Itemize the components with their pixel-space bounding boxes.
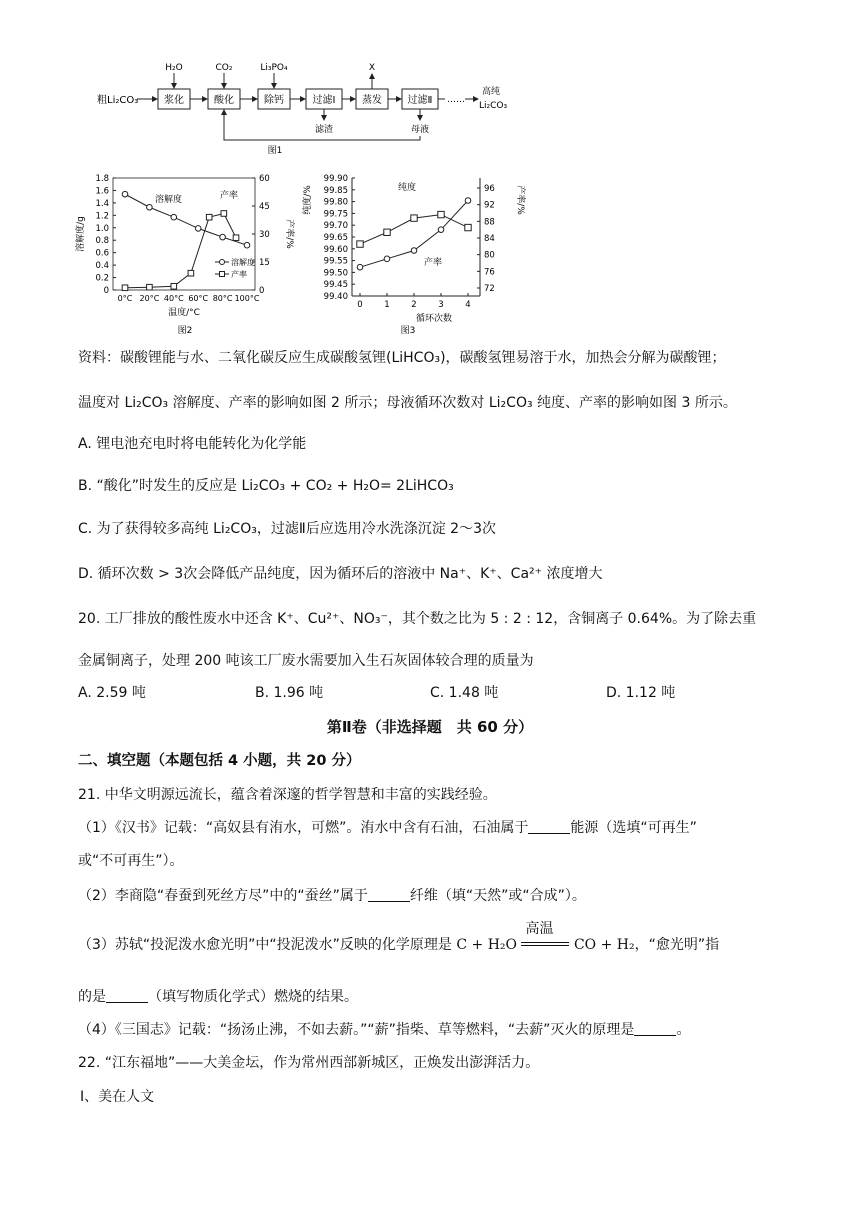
solubility-point <box>122 191 128 197</box>
x-tick-label: 100°C <box>234 294 260 303</box>
q20-option-d: D. 1.12 吨 <box>606 685 676 701</box>
right-tick-label: 76 <box>484 267 495 278</box>
flow-box-4 <box>306 89 342 109</box>
x-tick-label: 2 <box>411 300 417 310</box>
question-21: 21. 中华文明源远流长，蕴含着深邃的哲学智慧和丰富的实践经验。 <box>78 787 497 803</box>
flow-out-x: X <box>368 63 376 73</box>
left-tick-label: 99.65 <box>323 233 348 243</box>
figure1-caption: 图1 <box>267 146 283 156</box>
svg-text:除钙: 除钙 <box>264 95 284 106</box>
x-axis-label: 温度/°C <box>168 308 200 318</box>
legend-label: 溶解度 <box>231 258 255 267</box>
left-tick-label: 99.50 <box>323 268 348 279</box>
left-tick-label: 99.40 <box>323 292 348 302</box>
figure2-caption: 图2 <box>177 326 193 336</box>
annotation-purity: 纯度 <box>398 183 417 193</box>
annotation-yield: 产率 <box>424 258 443 268</box>
figure3-chart <box>300 170 530 340</box>
x-tick-label: 80°C <box>212 294 233 303</box>
flow-box-3 <box>258 89 290 109</box>
right-tick-label: 15 <box>259 258 270 268</box>
eq-condition: 高温 <box>525 921 554 937</box>
solubility-point <box>195 226 201 232</box>
x-tick-label: 4 <box>465 300 471 310</box>
purity-point <box>465 224 471 230</box>
yield-point <box>221 211 227 217</box>
q21-2-line <box>78 886 586 906</box>
q21-4-line <box>78 1020 690 1040</box>
q21-1-blank[interactable] <box>528 819 570 834</box>
svg-text:蒸发: 蒸发 <box>362 95 382 106</box>
yield-point <box>122 285 128 291</box>
left-tick-label: 0.6 <box>95 248 109 259</box>
annotation-solubility: 溶解度 <box>155 195 183 205</box>
solubility-point <box>220 234 226 240</box>
purity-point <box>357 241 363 247</box>
q21-1-line <box>78 818 697 838</box>
yield-point <box>206 214 212 220</box>
left-tick-label: 99.85 <box>323 185 348 196</box>
right-axis-label: 产率/% <box>284 219 294 249</box>
figure3-caption: 图3 <box>400 326 416 336</box>
solubility-point <box>147 204 153 210</box>
left-tick-label: 1.4 <box>95 198 109 209</box>
question-22: 22. “江东福地”——大美金坛，作为常州西部新城区，正焕发出澎湃活力。 <box>78 1055 540 1071</box>
q21-2-text-b: 纤维（填“天然”或“合成”）。 <box>409 888 586 904</box>
eq-condition-sign <box>521 921 569 951</box>
question-20-line-1: 20. 工厂排放的酸性废水中还含 K⁺、Cu²⁺、NO₃⁻，其个数之比为 5 : 2 : 12，含铜离子 0.64%。为了除去重 <box>78 611 757 627</box>
x-tick-label: 60°C <box>188 294 209 303</box>
q21-3-text-b: ，“愈光明”指 <box>634 937 720 953</box>
yield-point <box>171 283 177 289</box>
right-tick-label: 84 <box>484 234 495 244</box>
q21-1-text-b: 能源（选填“可再生” <box>570 820 697 836</box>
left-tick-label: 99.80 <box>323 197 348 208</box>
q21-3-text-c: 的是 <box>78 989 106 1005</box>
option-d: D. 循环次数 > 3次会降低产品纯度，因为循环后的溶液中 Na⁺、K⁺、Ca²⁺ 浓度增大 <box>78 566 603 582</box>
left-tick-label: 1.8 <box>95 174 109 184</box>
legend-label: 产率 <box>231 270 247 279</box>
section-title: 第Ⅱ卷（非选择题 共 60 分） <box>326 718 534 736</box>
left-tick-label: 99.75 <box>323 209 348 220</box>
svg-text:浆化: 浆化 <box>164 95 184 106</box>
flow-in-co2: CO₂ <box>215 63 233 73</box>
left-tick-label: 1.6 <box>95 186 109 197</box>
x-tick-label: 3 <box>438 300 444 310</box>
flow-out-mother: 母液 <box>410 125 430 135</box>
q20-option-c: C. 1.48 吨 <box>430 685 499 701</box>
note-line-1: 资料：碳酸锂能与水、二氧化碳反应生成碳酸氢锂(LiHCO₃)，碳酸氢锂易溶于水，加热会分解为碳酸锂； <box>78 350 726 366</box>
flow-product-1: 高纯 <box>482 87 501 97</box>
purity-point <box>411 215 417 221</box>
x-tick-label: 0 <box>357 300 363 310</box>
left-tick-label: 99.90 <box>323 174 348 184</box>
question-20-line-2: 金属铜离子，处理 200 吨该工厂废水需要加入生石灰固体较合理的质量为 <box>78 653 534 669</box>
q21-1-line-2: 或“不可再生”）。 <box>78 853 184 869</box>
left-tick-label: 99.45 <box>323 280 348 291</box>
solubility-line <box>125 194 247 245</box>
yield-point <box>465 198 471 204</box>
left-tick-label: 99.60 <box>323 244 348 255</box>
q21-4-blank[interactable] <box>634 1021 676 1036</box>
option-a: A. 锂电池充电时将电能转化为化学能 <box>78 436 307 452</box>
q21-2-blank[interactable] <box>368 887 410 902</box>
q21-3-line <box>78 921 720 955</box>
x-tick-label: 1 <box>384 300 390 310</box>
yield-line <box>360 201 468 268</box>
legend-marker <box>220 272 225 277</box>
left-tick-label: 1.2 <box>95 211 109 222</box>
left-tick-label: 0.4 <box>95 261 109 272</box>
x-tick-label: 20°C <box>139 294 160 303</box>
yield-point <box>438 227 444 233</box>
svg-text:酸化: 酸化 <box>214 95 234 106</box>
eq-right: CO + H₂ <box>573 937 635 953</box>
yield-point <box>384 256 390 262</box>
purity-point <box>384 229 390 235</box>
left-tick-label: 0.2 <box>95 273 109 284</box>
q21-3-blank[interactable] <box>106 988 148 1003</box>
right-tick-label: 0 <box>259 286 265 296</box>
q21-1-text-a: （1）《汉书》记载：“高奴县有洧水，可燃”。洧水中含有石油，石油属于 <box>78 820 529 836</box>
figure2-chart <box>75 170 295 340</box>
right-tick-label: 96 <box>484 184 495 194</box>
option-b: B. “酸化”时发生的反应是 Li₂CO₃ + CO₂ + H₂O= 2LiHCO₃ <box>78 478 454 494</box>
q20-option-a: A. 2.59 吨 <box>78 685 146 701</box>
flow-input: 粗Li₂CO₃ <box>97 95 139 106</box>
right-tick-label: 60 <box>259 174 270 184</box>
right-tick-label: 72 <box>484 284 495 294</box>
yield-point <box>188 270 194 276</box>
note-line-2: 温度对 Li₂CO₃ 溶解度、产率的影响如图 2 所示；母液循环次数对 Li₂CO₃ 纯度、产率的影响如图 3 所示。 <box>78 395 737 411</box>
purity-point <box>438 211 444 217</box>
left-tick-label: 99.70 <box>323 221 348 232</box>
flow-box-5 <box>356 89 388 109</box>
q21-4-text-b: 。 <box>676 1022 691 1038</box>
flow-product-2: Li₂CO₃ <box>479 101 508 111</box>
flow-in-li3po4: Li₃PO₄ <box>260 63 288 73</box>
eq-left: C + H₂O <box>456 937 518 953</box>
figure1-flowchart <box>95 58 535 158</box>
left-axis-label: 纯度/% <box>303 185 313 215</box>
right-tick-label: 88 <box>484 217 495 228</box>
left-axis-label: 溶解度/g <box>76 216 86 252</box>
right-tick-label: 30 <box>259 230 270 240</box>
x-tick-label: 0°C <box>117 294 133 303</box>
yield-point <box>357 264 363 270</box>
legend-marker <box>220 260 225 265</box>
q20-option-b: B. 1.96 吨 <box>255 685 324 701</box>
right-tick-label: 45 <box>259 202 270 212</box>
option-c: C. 为了获得较多高纯 Li₂CO₃，过滤Ⅱ后应选用冷水洗涤沉淀 2～3次 <box>78 521 496 537</box>
right-tick-label: 92 <box>484 200 495 211</box>
q21-3-equation <box>456 921 635 955</box>
flow-box-2 <box>208 89 240 109</box>
left-tick-label: 1.0 <box>95 223 109 234</box>
q21-3-line-2 <box>78 987 358 1007</box>
q22-part-1: Ⅰ、美在人文 <box>80 1089 155 1105</box>
flow-box-1 <box>158 89 190 109</box>
right-axis-label: 产率/% <box>515 185 525 215</box>
flow-in-h2o: H₂O <box>165 63 183 73</box>
yield-point <box>233 235 239 241</box>
flow-out-residue: 滤渣 <box>314 125 334 135</box>
q21-4-text-a: （4）《三国志》记载：“扬汤止沸，不如去薪。”“薪”指柴、草等燃料，“去薪”灭火的原理是 <box>78 1022 635 1038</box>
q21-3-text-a: （3）苏轼“投泥泼水愈光明”中“投泥泼水”反映的化学原理是 <box>78 937 452 953</box>
q21-2-text-a: （2）李商隐“春蚕到死丝方尽”中的“蚕丝”属于 <box>78 888 368 904</box>
left-tick-label: 0 <box>103 286 109 296</box>
right-tick-label: 80 <box>484 250 495 261</box>
x-tick-label: 40°C <box>163 294 184 303</box>
left-tick-label: 0.8 <box>95 236 109 247</box>
solubility-point <box>244 242 250 248</box>
flow-dots: …… <box>447 95 465 105</box>
svg-text:过滤Ⅰ: 过滤Ⅰ <box>312 95 336 106</box>
q21-3-text-d: （填写物质化学式）燃烧的结果。 <box>148 989 358 1005</box>
flow-box-6 <box>402 89 438 109</box>
left-tick-label: 99.55 <box>323 256 348 267</box>
yield-point <box>147 284 153 290</box>
yield-point <box>411 248 417 254</box>
svg-text:过滤Ⅱ: 过滤Ⅱ <box>407 95 433 106</box>
annotation-yield: 产率 <box>220 191 239 201</box>
x-axis-label: 循环次数 <box>415 314 453 324</box>
solubility-point <box>171 214 177 220</box>
part-title: 二、填空题（本题包括 4 小题，共 20 分） <box>78 753 361 769</box>
